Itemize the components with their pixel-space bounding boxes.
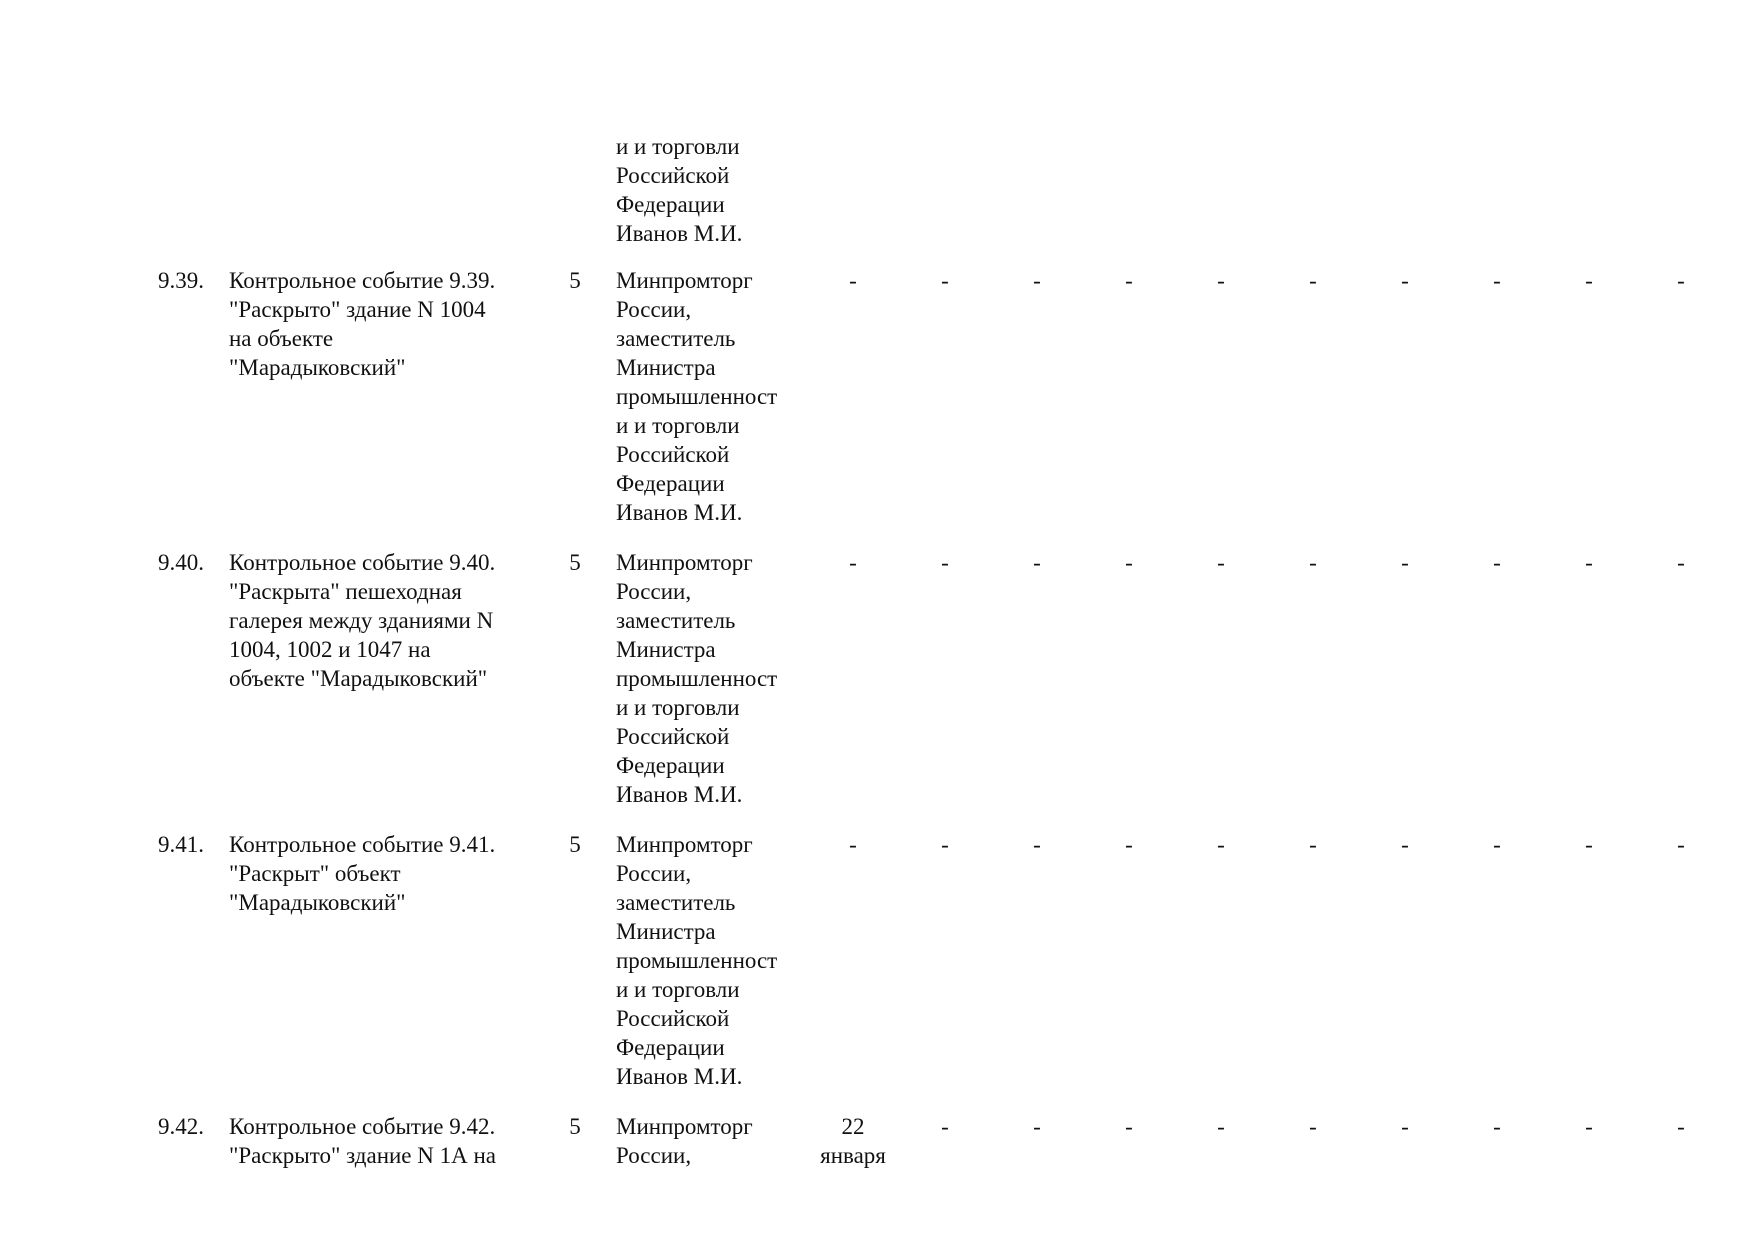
text-line: промышленност	[616, 384, 778, 409]
date-cell: -	[941, 268, 949, 293]
text-line: Министра	[616, 637, 716, 662]
continued-responsible-text	[616, 132, 816, 248]
row-number: 9.42.	[158, 1114, 204, 1139]
text-line: "Марадыковский"	[229, 355, 406, 380]
text-line: и и торговли	[616, 134, 740, 159]
text-line: Контрольное событие 9.42.	[229, 1114, 496, 1139]
text-line: Минпромторг	[616, 268, 753, 293]
text-line: 1004, 1002 и 1047 на	[229, 637, 431, 662]
date-cell: -	[1125, 550, 1133, 575]
text-line: Иванов М.И.	[616, 500, 743, 525]
text-line: России,	[616, 861, 692, 886]
text-line: Контрольное событие 9.39.	[229, 268, 496, 293]
date-cell: -	[1033, 268, 1041, 293]
priority-value: 5	[569, 1114, 581, 1139]
text-line: Российской	[616, 724, 730, 749]
text-line: "Раскрыто" здание N 1004	[229, 297, 486, 322]
text-line: Министра	[616, 355, 716, 380]
date-cell: -	[1401, 1114, 1409, 1139]
date-cell: -	[1401, 832, 1409, 857]
text-line: Минпромторг	[616, 1114, 753, 1139]
date-cell: -	[849, 550, 857, 575]
date-cell: -	[1033, 1114, 1041, 1139]
date-cell: -	[1677, 1114, 1685, 1139]
date-cell: -	[1125, 268, 1133, 293]
date-cell: -	[941, 832, 949, 857]
responsible-text	[616, 548, 816, 809]
date-cell: -	[1125, 832, 1133, 857]
text-line: Министра	[616, 919, 716, 944]
date-month: января	[820, 1143, 886, 1168]
date-cell: -	[1309, 832, 1317, 857]
date-cell: -	[1309, 1114, 1317, 1139]
date-cell: -	[1677, 832, 1685, 857]
date-cell: -	[1493, 832, 1501, 857]
date-cell: -	[1493, 1114, 1501, 1139]
text-line: "Раскрыт" объект	[229, 861, 401, 886]
priority-value: 5	[569, 832, 581, 857]
event-title	[229, 266, 529, 382]
date-cell: -	[1125, 1114, 1133, 1139]
date-cell: -	[1585, 832, 1593, 857]
date-cell: -	[941, 1114, 949, 1139]
date-day: 22	[841, 1114, 865, 1139]
text-line: Иванов М.И.	[616, 782, 743, 807]
date-cell: -	[941, 550, 949, 575]
date-cell: -	[1493, 268, 1501, 293]
date-cell: -	[1585, 550, 1593, 575]
text-line: Федерации	[616, 192, 725, 217]
date-cell: -	[1493, 550, 1501, 575]
responsible-text	[616, 266, 816, 527]
priority-value: 5	[569, 268, 581, 293]
date-cell: -	[1033, 550, 1041, 575]
text-line: объекте "Марадыковский"	[229, 666, 488, 691]
priority-value: 5	[569, 550, 581, 575]
text-line: России,	[616, 297, 692, 322]
responsible-text	[616, 1112, 816, 1170]
text-line: промышленност	[616, 666, 778, 691]
text-line: Контрольное событие 9.41.	[229, 832, 496, 857]
text-line: Минпромторг	[616, 832, 753, 857]
text-line: Российской	[616, 442, 730, 467]
row-number: 9.41.	[158, 832, 204, 857]
text-line: галерея между зданиями N	[229, 608, 494, 633]
text-line: на объекте	[229, 326, 334, 351]
text-line: и и торговли	[616, 695, 740, 720]
text-line: Российской	[616, 1006, 730, 1031]
row-number: 9.40.	[158, 550, 204, 575]
event-title	[229, 1112, 529, 1170]
event-title	[229, 830, 529, 917]
date-cell: -	[849, 832, 857, 857]
text-line: Иванов М.И.	[616, 1064, 743, 1089]
date-cell: -	[1217, 268, 1225, 293]
text-line: Федерации	[616, 753, 725, 778]
text-line: Контрольное событие 9.40.	[229, 550, 496, 575]
row-number: 9.39.	[158, 268, 204, 293]
date-cell: -	[1585, 1114, 1593, 1139]
date-cell: -	[1309, 268, 1317, 293]
text-line: и и торговли	[616, 413, 740, 438]
text-line: России,	[616, 579, 692, 604]
text-line: промышленност	[616, 948, 778, 973]
date-cell: -	[1309, 550, 1317, 575]
date-cell: -	[1401, 268, 1409, 293]
responsible-text	[616, 830, 816, 1091]
text-line: и и торговли	[616, 977, 740, 1002]
text-line: заместитель	[616, 608, 736, 633]
text-line: Иванов М.И.	[616, 221, 743, 246]
date-cell: -	[849, 268, 857, 293]
date-value	[808, 1112, 898, 1170]
date-cell: -	[1585, 268, 1593, 293]
text-line: "Раскрыта" пешеходная	[229, 579, 462, 604]
text-line: России,	[616, 1143, 692, 1168]
date-cell: -	[1217, 550, 1225, 575]
date-cell: -	[1217, 832, 1225, 857]
text-line: Минпромторг	[616, 550, 753, 575]
date-cell: -	[1677, 550, 1685, 575]
date-cell: -	[1217, 1114, 1225, 1139]
text-line: заместитель	[616, 890, 736, 915]
text-line: Федерации	[616, 1035, 725, 1060]
event-title	[229, 548, 529, 693]
date-cell: -	[1401, 550, 1409, 575]
text-line: "Марадыковский"	[229, 890, 406, 915]
date-cell: -	[1677, 268, 1685, 293]
text-line: Федерации	[616, 471, 725, 496]
text-line: заместитель	[616, 326, 736, 351]
text-line: "Раскрыто" здание N 1А на	[229, 1143, 497, 1168]
text-line: Российской	[616, 163, 730, 188]
date-cell: -	[1033, 832, 1041, 857]
